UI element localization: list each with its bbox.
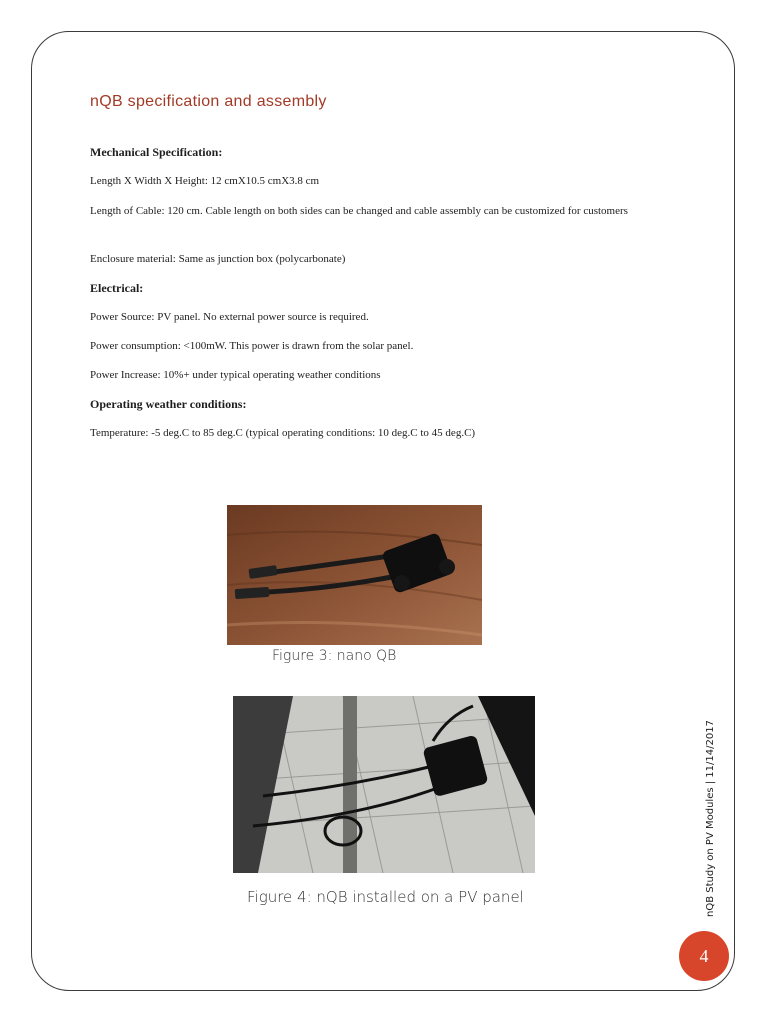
temperature-text: Temperature: -5 deg.C to 85 deg.C (typical operating conditions: 10 deg.C to 45 deg.C) [90,427,476,439]
weather-conditions-title: Operating weather conditions: [90,397,247,411]
pv-panel-image [233,696,535,873]
nano-qb-photo [227,505,482,645]
power-source-text: Power Source: PV panel. No external power source is required. [90,311,369,323]
figure-4-caption: Figure 4: nQB installed on a PV panel [247,888,524,906]
nano-qb-image [227,505,482,645]
figure-3-caption: Figure 3: nano QB [272,648,397,664]
pv-panel-photo [233,696,535,873]
section-heading: nQB specification and assembly [90,93,327,110]
page-number-badge: 4 [679,931,729,981]
cable-text: Length of Cable: 120 cm. Cable length on both sides can be changed and cable assembly can be customized for customers [90,205,628,217]
mechanical-spec-title: Mechanical Specification: [90,145,223,159]
power-increase-text: Power Increase: 10%+ under typical operating weather conditions [90,369,381,381]
dimensions-text: Length X Width X Height: 12 cmX10.5 cmX3.8 cm [90,175,320,187]
enclosure-text: Enclosure material: Same as junction box (polycarbonate) [90,253,346,265]
side-footer-text: nQB Study on PV Modules | 11/14/2017 [705,720,716,917]
power-consumption-text: Power consumption: <100mW. This power is drawn from the solar panel. [90,340,414,352]
electrical-title: Electrical: [90,281,144,295]
